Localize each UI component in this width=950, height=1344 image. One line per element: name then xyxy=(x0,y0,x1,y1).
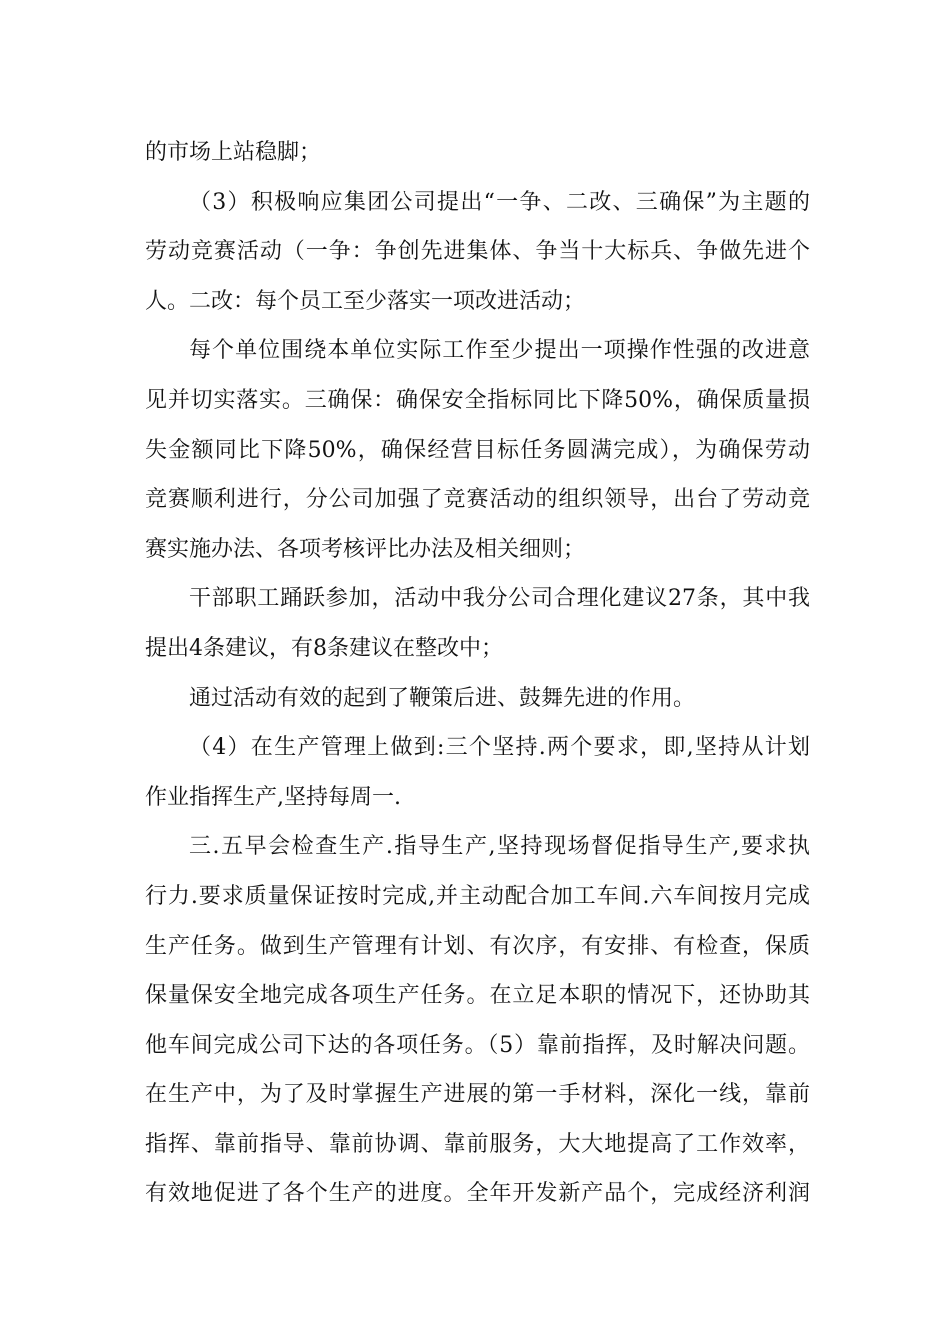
text-line: 指挥、靠前指导、靠前协调、靠前服务，大大地提高了工作效率， xyxy=(145,1131,810,1157)
text-line: 他车间完成公司下达的各项任务。（5）靠前指挥，及时解决问题。 xyxy=(145,1032,810,1058)
text-line: 每个单位围绕本单位实际工作至少提出一项操作性强的改进意 xyxy=(189,338,810,364)
text-line: （3）积极响应集团公司提出“一争、二改、三确保”为主题的 xyxy=(189,189,810,215)
text-line: 通过活动有效的起到了鞭策后进、鼓舞先进的作用。 xyxy=(189,685,696,711)
text-line: 三.五早会检查生产.指导生产,坚持现场督促指导生产,要求执 xyxy=(189,834,810,860)
text-line: 干部职工踊跃参加，活动中我分公司合理化建议27条，其中我 xyxy=(189,586,810,612)
text-line: 的市场上站稳脚； xyxy=(145,140,322,165)
text-line: 赛实施办法、各项考核评比办法及相关细则； xyxy=(145,536,586,562)
text-line: 提出4条建议，有8条建议在整改中； xyxy=(145,635,503,661)
text-line: 在生产中，为了及时掌握生产进展的第一手材料，深化一线，靠前 xyxy=(145,1082,810,1108)
text-line: 行力.要求质量保证按时完成,并主动配合加工车间.六车间按月完成 xyxy=(145,883,810,909)
text-line: （4）在生产管理上做到:三个坚持.两个要求，即,坚持从计划 xyxy=(189,735,810,761)
document-body xyxy=(145,128,810,1219)
text-line: 保量保安全地完成各项生产任务。在立足本职的情况下，还协助其 xyxy=(145,983,810,1009)
text-line: 生产任务。做到生产管理有计划、有次序，有安排、有检查，保质 xyxy=(145,933,810,959)
text-line: 有效地促进了各个生产的进度。全年开发新产品个，完成经济利润 xyxy=(145,1181,810,1207)
text-line: 竞赛顺利进行，分公司加强了竞赛活动的组织领导，出台了劳动竞 xyxy=(145,487,810,513)
text-line: 人。二改：每个员工至少落实一项改进活动； xyxy=(145,288,586,314)
text-line: 劳动竞赛活动（一争：争创先进集体、争当十大标兵、争做先进个 xyxy=(145,239,810,265)
text-line: 作业指挥生产,坚持每周一. xyxy=(145,784,401,810)
text-line: 失金额同比下降50%，确保经营目标任务圆满完成），为确保劳动 xyxy=(145,437,810,463)
text-line: 见并切实落实。三确保：确保安全指标同比下降50%，确保质量损 xyxy=(145,387,810,413)
